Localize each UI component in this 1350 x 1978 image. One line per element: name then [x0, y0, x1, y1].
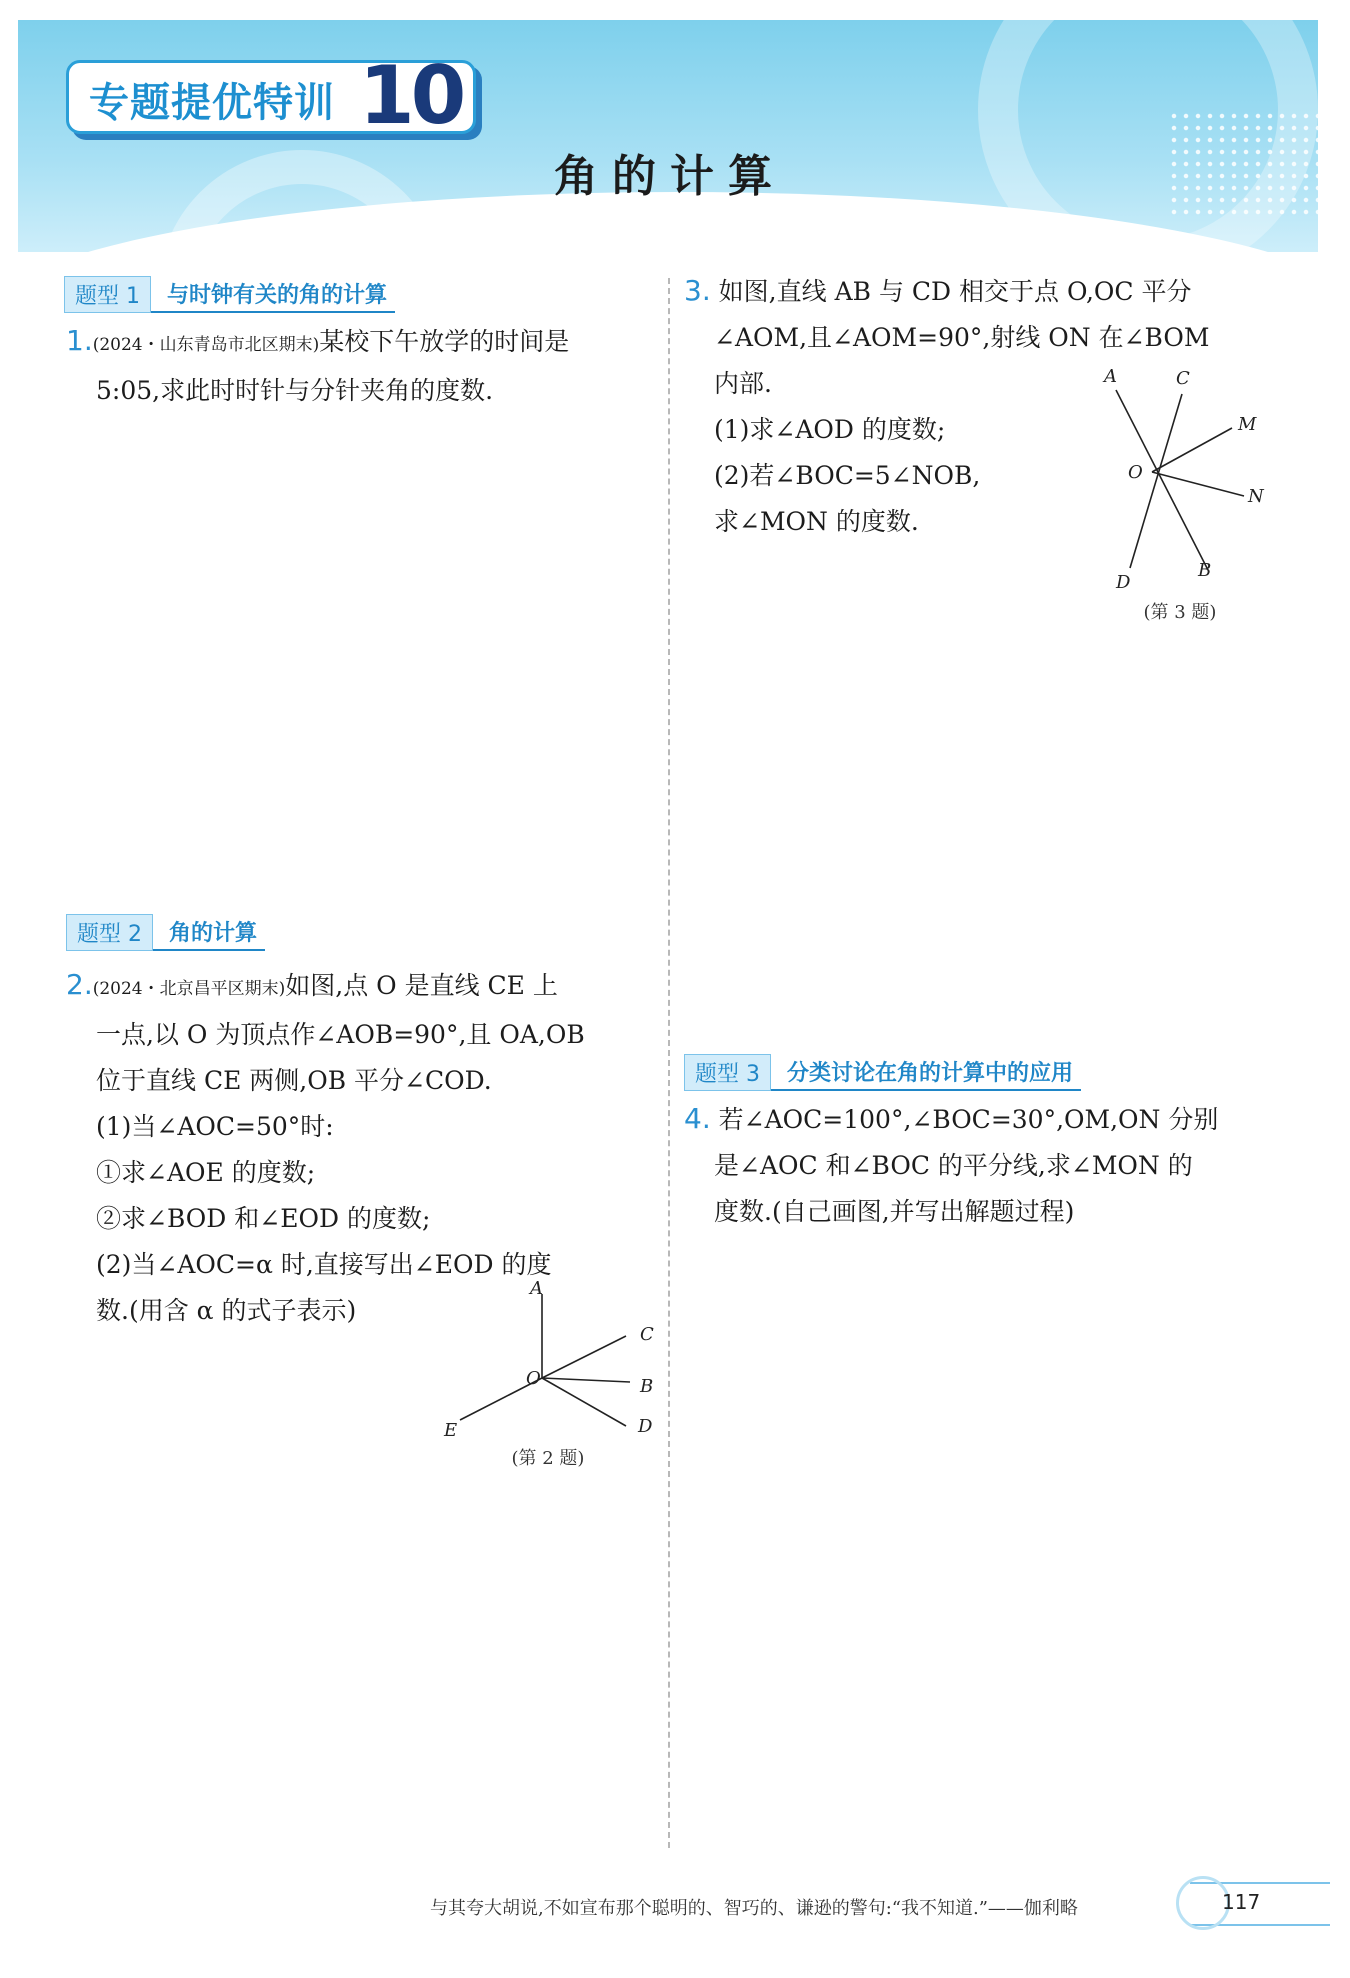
point-label-e: E [444, 1420, 458, 1441]
decor-dots [1168, 110, 1318, 220]
question-source: (2024・北京昌平区期末) [92, 979, 286, 999]
question-text: ②求∠BOD 和∠EOD 的度数; [96, 1204, 431, 1233]
section-heading-3 [684, 1054, 1081, 1088]
section-heading-1 [64, 276, 395, 310]
badge-text: 专题提优特训 [89, 80, 335, 126]
point-label-a: A [530, 1280, 543, 1299]
ray-om [1152, 428, 1232, 472]
question-text: 某校下午放学的时间是 [319, 327, 570, 356]
question-text: 内部. [714, 369, 772, 398]
question-text: 如图,直线 AB 与 CD 相交于点 O,OC 平分 [718, 277, 1192, 306]
point-label-n: N [1248, 486, 1264, 507]
ray-on [1152, 472, 1244, 496]
question-text: 如图,点 O 是直线 CE 上 [285, 971, 558, 1000]
point-label-o: O [526, 1368, 541, 1389]
ray-od [542, 1378, 626, 1426]
ray-ob [542, 1378, 630, 1382]
page-title: 角的计算 [554, 151, 786, 202]
question-text: 度数.(自己画图,并写出解题过程) [714, 1197, 1075, 1226]
point-label-d: D [1116, 572, 1131, 592]
question-number: 4. [684, 1102, 711, 1135]
question-source: (2024・山东青岛市北区期末) [92, 335, 320, 355]
point-label-m: M [1238, 414, 1257, 435]
question-text: 位于直线 CE 两侧,OB 平分∠COD. [96, 1066, 492, 1095]
question-text: ∠AOM,且∠AOM=90°,射线 ON 在∠BOM [714, 323, 1210, 352]
question-text: (2)当∠AOC=α 时,直接写出∠EOD 的度 [96, 1250, 552, 1279]
question-number: 2. [66, 968, 93, 1001]
section-tag: 题型 2 [66, 914, 153, 951]
question-text: ①求∠AOE 的度数; [96, 1158, 316, 1187]
section-tag: 题型 1 [64, 276, 151, 313]
figure-2-caption: (第 2 题) [511, 1448, 585, 1469]
section-heading-2 [66, 914, 265, 948]
question-text: 求∠MON 的度数. [714, 507, 919, 536]
question-text: (2)若∠BOC=5∠NOB, [714, 461, 981, 490]
point-label-o: O [1128, 462, 1143, 483]
point-label-a: A [1104, 366, 1117, 387]
question-text: 数.(用含 α 的式子表示) [96, 1296, 357, 1325]
question-text: 是∠AOC 和∠BOC 的平分线,求∠MON 的 [714, 1151, 1193, 1180]
question-1 [66, 318, 656, 414]
column-divider [668, 278, 670, 1848]
figure-3-diagram [1090, 362, 1280, 592]
ray-oc [542, 1336, 626, 1378]
question-number: 3. [684, 274, 711, 307]
figure-2-diagram [430, 1280, 670, 1450]
badge-number: 10 [359, 49, 463, 142]
header-banner [18, 20, 1318, 252]
question-text: 一点,以 O 为顶点作∠AOB=90°,且 OA,OB [96, 1020, 585, 1049]
point-label-c: C [1176, 368, 1190, 389]
figure-3-caption: (第 3 题) [1143, 602, 1217, 623]
question-text: (1)求∠AOD 的度数; [714, 415, 946, 444]
section-name: 与时钟有关的角的计算 [151, 276, 395, 313]
question-text: 若∠AOC=100°,∠BOC=30°,OM,ON 分别 [718, 1105, 1219, 1134]
page-number: 117 [1222, 1890, 1261, 1914]
point-label-b: B [1198, 560, 1212, 581]
point-label-c: C [640, 1324, 654, 1345]
point-label-d: D [638, 1416, 653, 1437]
section-tag: 题型 3 [684, 1054, 771, 1091]
question-4 [684, 1096, 1274, 1235]
question-text: (1)当∠AOC=50°时: [96, 1112, 334, 1141]
topic-badge [66, 49, 476, 142]
section-name: 分类讨论在角的计算中的应用 [771, 1054, 1081, 1091]
section-name: 角的计算 [153, 914, 265, 951]
footer-quote: 与其夸大胡说,不如宣布那个聪明的、智巧的、谦逊的警句:“我不知道.”——伽利略 [430, 1898, 1078, 1919]
question-text: 5:05,求此时时针与分针夹角的度数. [96, 376, 494, 405]
question-number: 1. [66, 324, 93, 357]
question-2 [66, 962, 656, 1334]
point-label-b: B [640, 1376, 654, 1397]
